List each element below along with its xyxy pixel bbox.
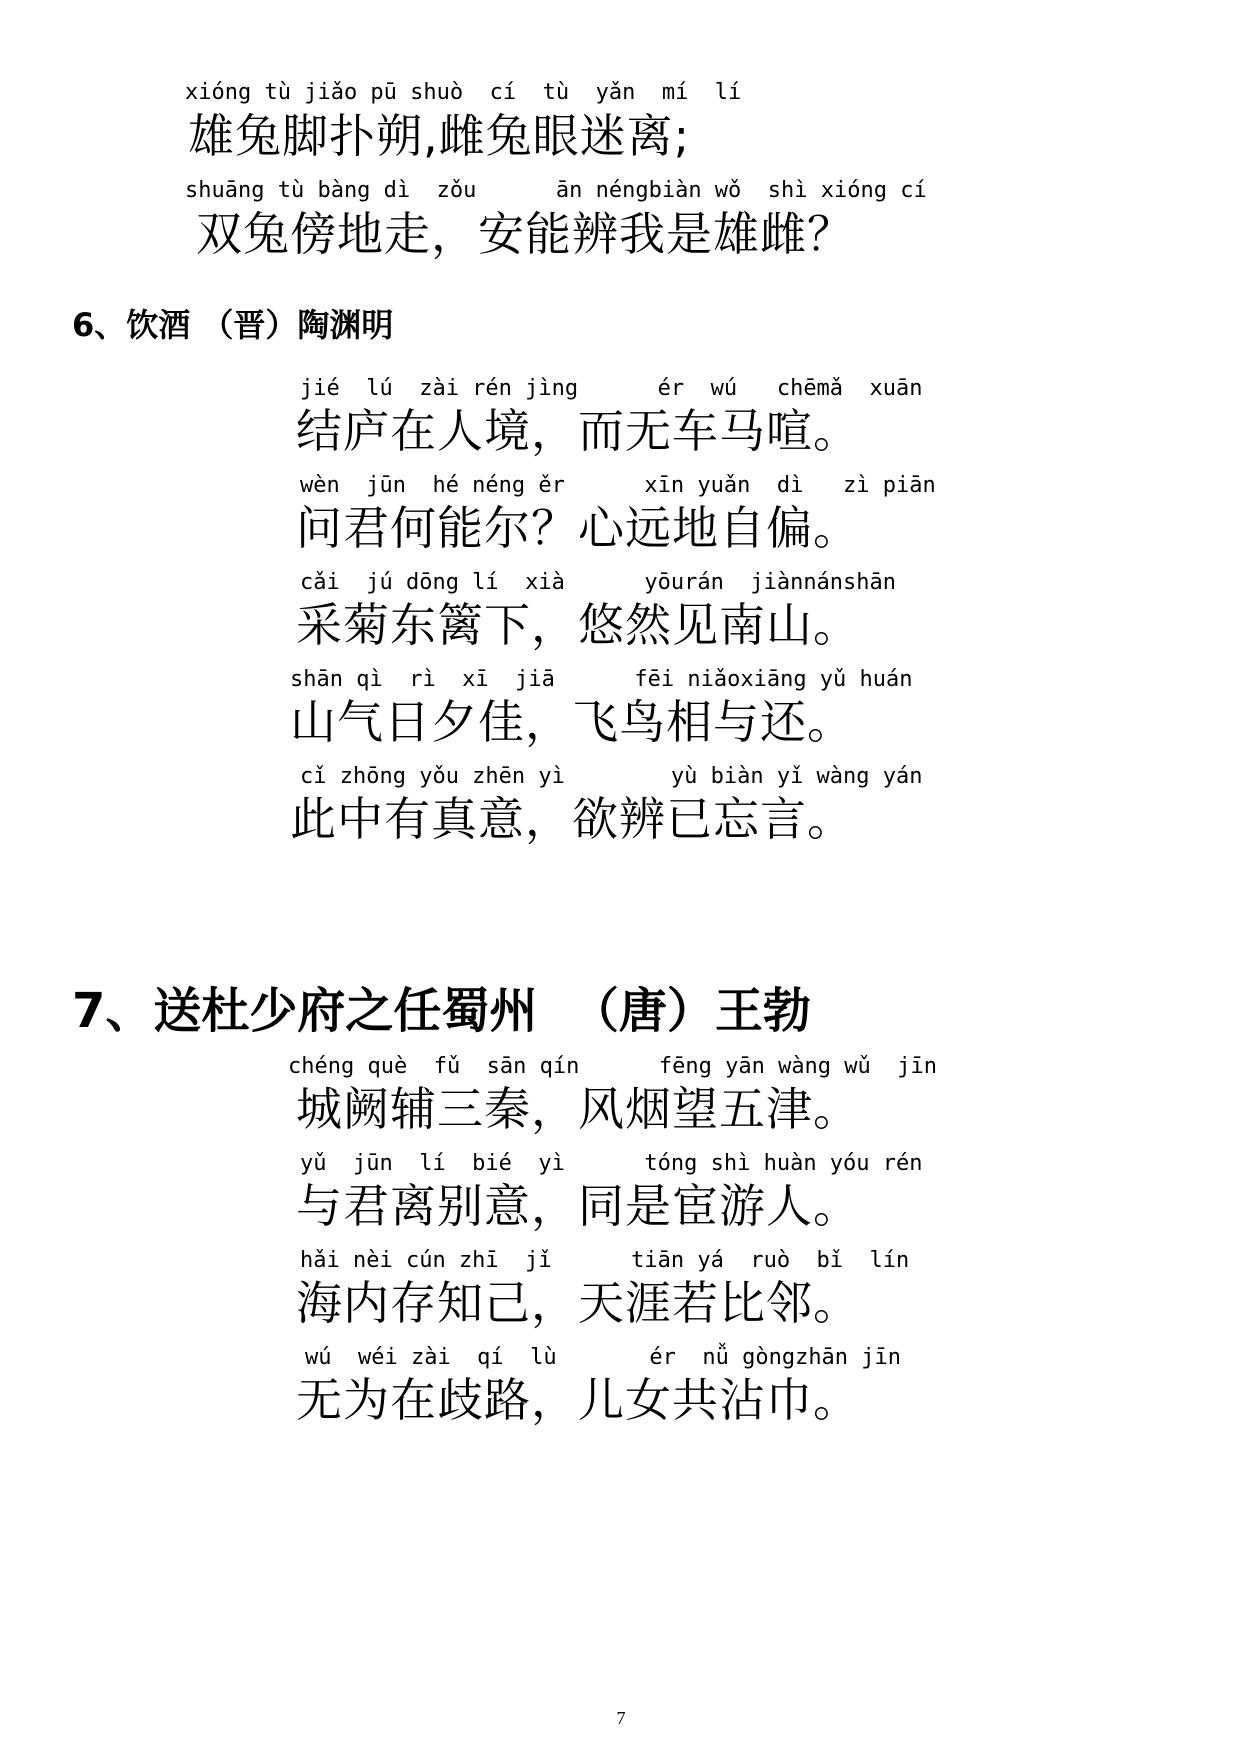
poem-line: 海内存知己，天涯若比邻。 (296, 1276, 860, 1330)
poem-line: 结庐在人境，而无车马喧。 (296, 404, 860, 458)
poem-line: 此中有真意，欲辨已忘言。 (290, 792, 854, 846)
pinyin-line: cǎi jú dōng lí xià yōurán jiànnánshān (300, 570, 897, 595)
poem-line: 双兔傍地走，安能辨我是雄雌？ (196, 207, 854, 261)
pinyin-line: xióng tù jiǎo pū shuò cí tù yǎn mí lí (185, 80, 742, 105)
page-number: 7 (616, 1708, 626, 1728)
pinyin-line: shuāng tù bàng dì zǒu ān néngbiàn wǒ shì xióng cí (185, 178, 927, 203)
poem-line: 问君何能尔？心远地自偏。 (296, 501, 860, 555)
poem-line: 城阙辅三秦，风烟望五津。 (296, 1082, 860, 1136)
pinyin-line: shān qì rì xī jiā fēi niǎoxiāng yǔ huán (290, 667, 913, 692)
poem-line: 无为在歧路，儿女共沾巾。 (296, 1373, 860, 1427)
poem-line: 山气日夕佳，飞鸟相与还。 (290, 695, 854, 749)
poem-line: 采菊东篱下，悠然见南山。 (296, 598, 860, 652)
pinyin-line: hǎi nèi cún zhī jǐ tiān yá ruò bǐ lín (300, 1248, 910, 1273)
pinyin-line: wú wéi zài qí lù ér nǚ gòngzhān jīn (305, 1345, 902, 1370)
pinyin-line: wèn jūn hé néng ěr xīn yuǎn dì zì piān (300, 473, 936, 498)
poem-title: 7、送杜少府之任蜀州 （唐）王勃 (72, 983, 811, 1039)
poem-line: 雄兔脚扑朔,雌兔眼迷离; (188, 109, 691, 163)
poem-line: 与君离别意，同是宦游人。 (296, 1179, 860, 1233)
pinyin-line: cǐ zhōng yǒu zhēn yì yù biàn yǐ wàng yán (300, 764, 923, 789)
pinyin-line: yǔ jūn lí bié yì tóng shì huàn yóu rén (300, 1151, 923, 1176)
pinyin-line: jié lú zài rén jìng ér wú chēmǎ xuān (300, 376, 923, 401)
poem-title: 6、饮酒 （晋）陶渊明 (72, 306, 394, 344)
pinyin-line: chéng què fǔ sān qín fēng yān wàng wǔ jīn (288, 1054, 938, 1079)
